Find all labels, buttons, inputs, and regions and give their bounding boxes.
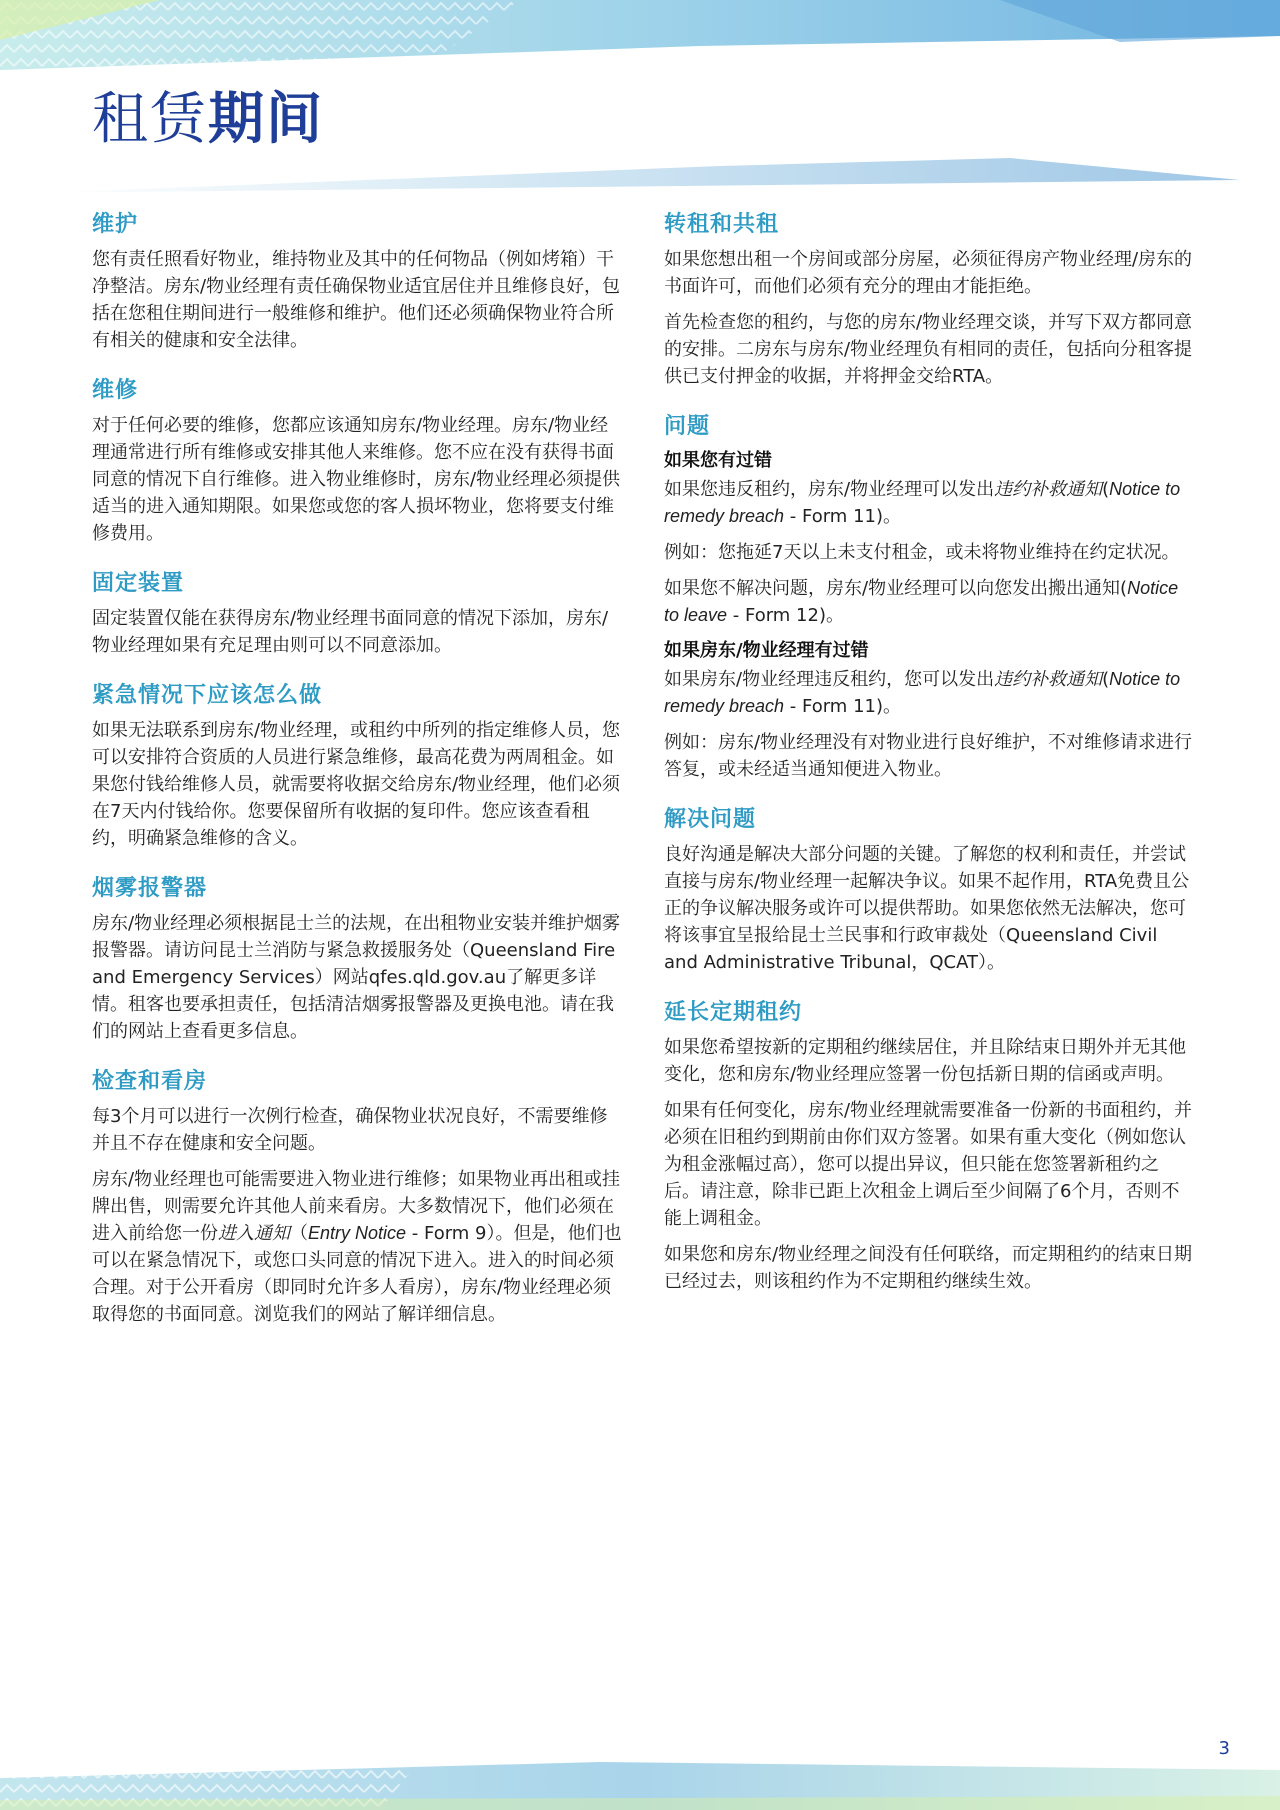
paragraph [92, 1166, 622, 1328]
text-run: - Form 9）。但是，他们也可以在紧急情况下，或您口头同意的情况下进入。进入的时间必须合理。对于公开看房（即同时允许多人看房），房东/物业经理必须取得您的书面同意。浏览我们的网站了解详细信息。 [92, 1223, 622, 1325]
page-title-light: 租赁 [92, 87, 208, 152]
section-repairs [92, 376, 622, 547]
footer-decoration [0, 1740, 1280, 1810]
paragraph [664, 575, 1194, 629]
section-heading: 解决问题 [664, 807, 757, 832]
paragraph: 每3个月可以进行一次例行检查，确保物业状况良好，不需要维修并且不存在健康和安全问题。 [92, 1106, 608, 1154]
text-run: ( [1102, 479, 1110, 500]
italic-text: Notice to remedy breach [664, 669, 1181, 716]
text-run: - Form 11)。 [784, 696, 901, 717]
text-run: - Form 11)。 [784, 506, 901, 527]
paragraph: 您有责任照看好物业，维持物业及其中的任何物品（例如烤箱）干净整洁。房东/物业经理有责任确保物业适宜居住并且维修良好，包括在您租住期间进行一般维修和维护。他们还必须确保物业符合所有相关的健康和安全法律。 [92, 249, 621, 351]
text-run: ( [1102, 669, 1110, 690]
paragraph [664, 666, 1194, 720]
paragraph: 如果您希望按新的定期租约继续居住，并且除结束日期外并无其他变化，您和房东/物业经理应签署一份包括新日期的信函或声明。 [664, 1037, 1186, 1085]
paragraph: 房东/物业经理必须根据昆士兰的法规，在出租物业安装并维护烟雾报警器。请访问昆士兰消防与紧急救援服务处（Queensland Fire and Emergency Services）网站qfes.qld.gov.au了解更多详情。租客也要承担责任，包括清洁烟雾报警器及更换电池。请在我们的网站上查看更多信息。 [92, 913, 621, 1042]
paragraph: 如果您和房东/物业经理之间没有任何联络，而定期租约的结束日期已经过去，则该租约作为不定期租约继续生效。 [664, 1244, 1193, 1292]
text-run: - Form 12)。 [727, 605, 844, 626]
paragraph: 首先检查您的租约，与您的房东/物业经理交谈，并写下双方都同意的安排。二房东与房东/物业经理负有相同的责任，包括向分租客提供已支付押金的收据，并将押金交给RTA。 [664, 312, 1193, 387]
text-run: 如果房东/物业经理违反租约，您可以发出 [664, 669, 995, 690]
section-heading: 紧急情况下应该怎么做 [92, 683, 323, 708]
section-emergency [92, 681, 622, 852]
right-column [664, 210, 1194, 1317]
section-heading: 转租和共租 [664, 212, 780, 237]
text-run: 如果您违反租约，房东/物业经理可以发出 [664, 479, 995, 500]
section-heading: 延长定期租约 [664, 1000, 803, 1025]
section-heading: 维修 [92, 378, 139, 403]
italic-text: Notice to remedy breach [664, 479, 1181, 526]
section-heading: 问题 [664, 414, 711, 439]
page-number: 3 [1218, 1738, 1230, 1759]
paragraph: 良好沟通是解决大部分问题的关键。了解您的权利和责任，并尝试直接与房东/物业经理一起解决争议。如果不起作用，RTA免费且公正的争议解决服务或许可以提供帮助。如果您依然无法解决，您可将该事宜呈报给昆士兰民事和行政审裁处（Queensland Civil and Administrative Tribunal，QCAT）。 [664, 844, 1190, 973]
italic-text: 进入通知 [218, 1223, 290, 1244]
paragraph: 如果无法联系到房东/物业经理，或租约中所列的指定维修人员，您可以安排符合资质的人员进行紧急维修，最高花费为两周租金。如果您付钱给维修人员，就需要将收据交给房东/物业经理，他们必须在7天内付钱给你。您要保留所有收据的复印件。您应该查看租约，明确紧急维修的含义。 [92, 720, 621, 849]
text-run: 如果您不解决问题，房东/物业经理可以向您发出搬出通知( [664, 578, 1128, 599]
section-maintenance [92, 210, 622, 354]
paragraph: 如果您想出租一个房间或部分房屋，必须征得房产物业经理/房东的书面许可，而他们必须有充分的理由才能拒绝。 [664, 249, 1193, 297]
section-inspections [92, 1067, 622, 1328]
text-run: （ [290, 1223, 308, 1244]
left-column [92, 210, 622, 1350]
section-resolving-problems [664, 805, 1194, 976]
paragraph [664, 476, 1194, 530]
text-run: 房东/物业经理也可能需要进入物业进行维修；如果物业再出租或挂牌出售，则需要允许其他人前来看房。大多数情况下，他们必须在进入前给您一份 [92, 1169, 621, 1244]
subheading: 如果房东/物业经理有过错 [664, 640, 869, 661]
page-title [92, 88, 324, 152]
paragraph: 例如：房东/物业经理没有对物业进行良好维护，不对维修请求进行答复，或未经适当通知便进入物业。 [664, 732, 1193, 780]
paragraph: 如果有任何变化，房东/物业经理就需要准备一份新的书面租约，并必须在旧租约到期前由你们双方签署。如果有重大变化（例如您认为租金涨幅过高），您可以提出异议，但只能在您签署新租约之后。请注意，除非已距上次租金上调后至少间隔了6个月，否则不能上调租金。 [664, 1100, 1193, 1229]
section-problems [664, 412, 1194, 783]
section-heading: 维护 [92, 212, 139, 237]
section-heading: 固定装置 [92, 571, 185, 596]
italic-text: Entry Notice [308, 1223, 407, 1243]
paragraph: 对于任何必要的维修，您都应该通知房东/物业经理。房东/物业经理通常进行所有维修或安排其他人来维修。您不应在没有获得书面同意的情况下自行维修。进入物业维修时，房东/物业经理必须提供适当的进入通知期限。如果您或您的客人损坏物业，您将要支付维修费用。 [92, 415, 621, 544]
section-smoke-alarms [92, 874, 622, 1045]
italic-text: Notice to leave [664, 578, 1179, 625]
paragraph: 固定装置仅能在获得房东/物业经理书面同意的情况下添加，房东/物业经理如果有充足理由则可以不同意添加。 [92, 608, 609, 656]
section-fixtures [92, 569, 622, 659]
section-heading: 检查和看房 [92, 1069, 208, 1094]
italic-text: 违约补救通知 [994, 669, 1103, 690]
section-extending-lease [664, 998, 1194, 1295]
italic-text: 违约补救通知 [994, 479, 1103, 500]
section-heading: 烟雾报警器 [92, 876, 208, 901]
subheading: 如果您有过错 [664, 450, 772, 471]
page-title-bold: 期间 [208, 87, 324, 152]
section-subletting [664, 210, 1194, 390]
paragraph: 例如：您拖延7天以上未支付租金，或未将物业维持在约定状况。 [664, 542, 1180, 563]
